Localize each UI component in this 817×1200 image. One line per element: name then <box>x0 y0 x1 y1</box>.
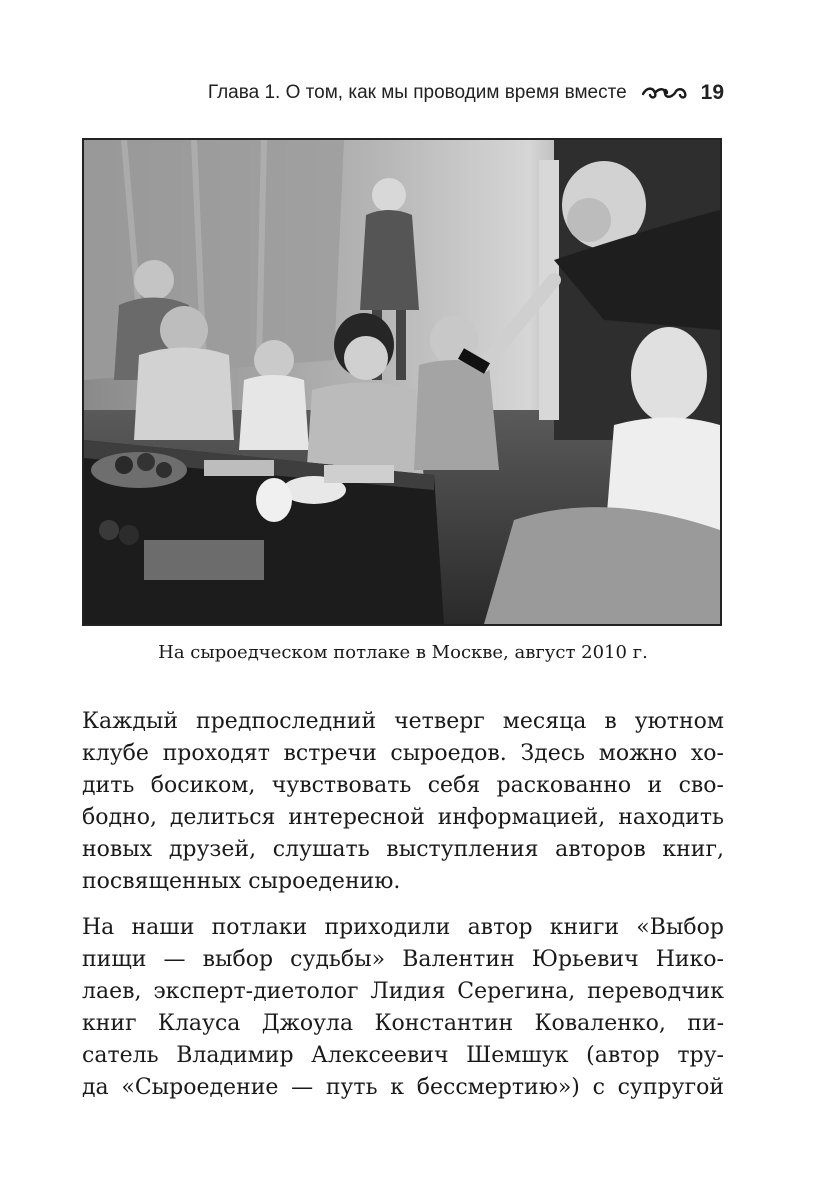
text-line: пищи — выбор судьбы» Валентин Юрьевич Нико- <box>82 947 724 972</box>
body-text <box>82 706 724 1118</box>
text-line: сатель Владимир Алексеевич Шемшук (автор тру- <box>82 1043 724 1068</box>
group-photo <box>82 138 722 626</box>
text-line: посвященных сыроедению. <box>82 869 401 894</box>
text-line: новых друзей, слушать выступления авторов книг, <box>82 837 724 862</box>
text-line: На наши потлаки приходили автор книги «Выбор <box>82 915 724 940</box>
text-line: лаев, эксперт-диетолог Лидия Серегина, переводчик <box>82 979 724 1004</box>
text-line: Каждый предпоследний четверг месяца в уютном <box>82 709 724 734</box>
text-line: да «Сыроедение — путь к бессмертию») с супругой <box>82 1075 724 1100</box>
text-line: клубе проходят встречи сыроедов. Здесь можно хо- <box>82 741 724 766</box>
photo-caption: На сыроедческом потлаке в Москве, август 2010 г. <box>158 642 648 663</box>
paragraph <box>82 706 724 898</box>
paragraph <box>82 912 724 1104</box>
chapter-title: Глава 1. О том, как мы проводим время вместе <box>207 82 627 103</box>
floral-ornament-icon <box>641 85 689 101</box>
text-line: дить босиком, чувствовать себя раскованно и сво- <box>82 773 724 798</box>
text-line: книг Клауса Джоула Константин Коваленко, пи- <box>82 1011 724 1036</box>
text-line: бодно, делиться интересной информацией, находить <box>82 805 724 830</box>
running-head <box>82 78 724 108</box>
page-number: 19 <box>700 81 724 104</box>
